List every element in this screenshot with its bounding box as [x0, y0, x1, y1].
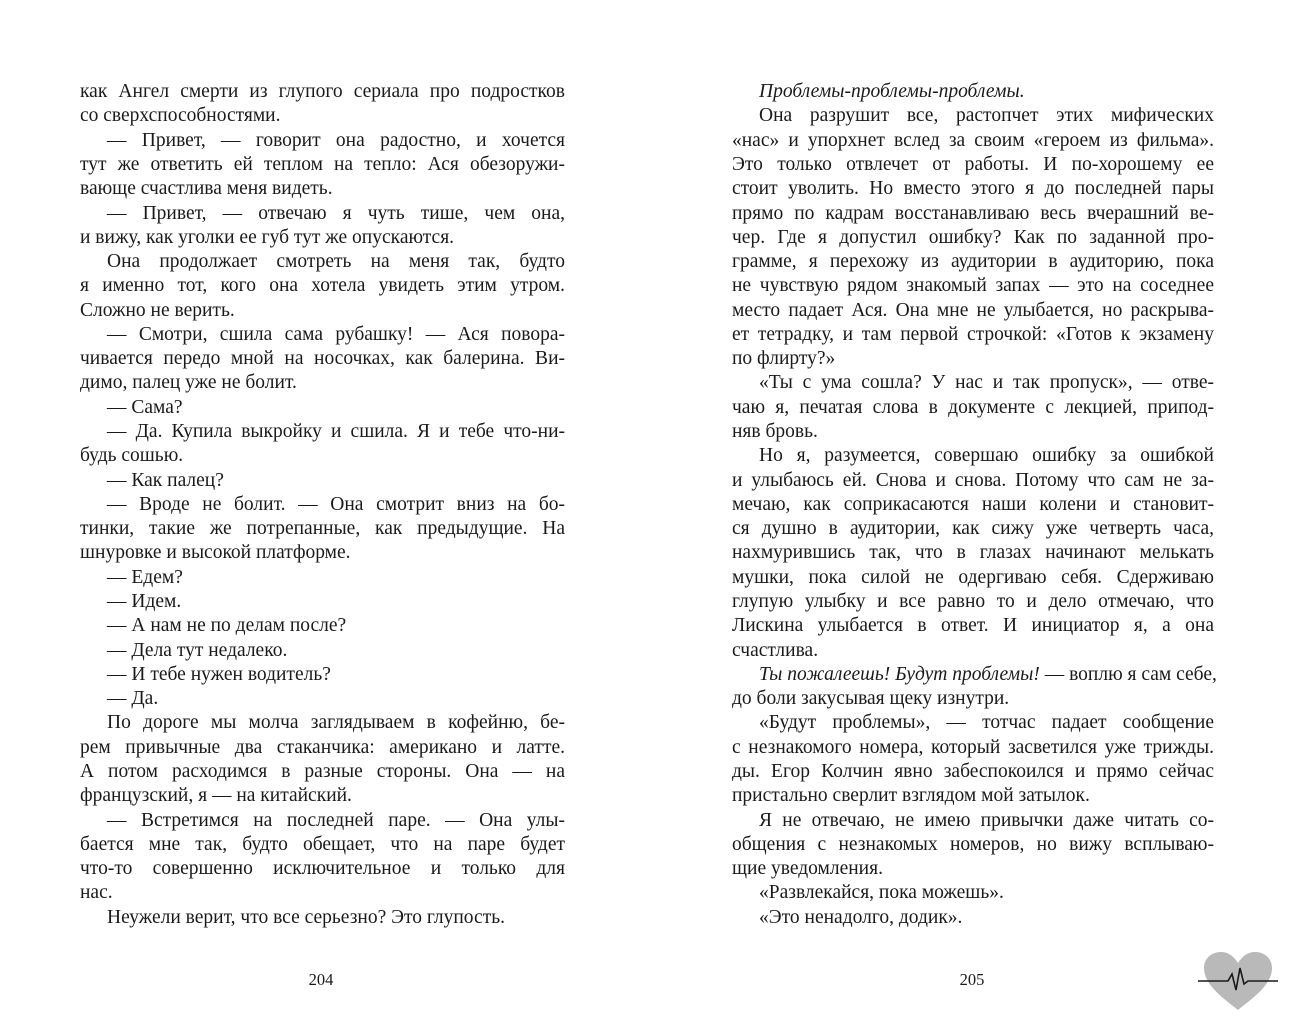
- text-line: пристально сверлит взглядом мой затылок.: [732, 785, 1090, 806]
- text-line: будь сошью.: [80, 445, 184, 466]
- text-line: — Вроде не болит. — Она смотрит вниз на бо-: [107, 494, 565, 515]
- text-line: димо, палец уже не болит.: [80, 372, 297, 393]
- text-line: Проблемы-проблемы-проблемы.: [759, 81, 1025, 102]
- text-line: — Привет, — говорит она радостно, и хочется: [107, 130, 565, 151]
- text-line: с незнакомого номера, который засветился уже трижды.: [732, 737, 1214, 758]
- text-line: — А нам не по делам после?: [107, 615, 347, 636]
- text-line: мушки, пока силой не одергиваю себя. Сдерживаю: [732, 567, 1214, 588]
- text-line: — Как палец?: [107, 470, 224, 491]
- text-line: — Сама?: [107, 397, 183, 418]
- page-number: 204: [308, 970, 334, 989]
- text-line: «Это ненадолго, додик».: [759, 907, 963, 928]
- text-line: «нас» и упорхнет вслед за своим «героем из фильма».: [732, 130, 1214, 151]
- text-line: [732, 663, 1217, 687]
- text-line: не чувствую рядом знакомый запах — это на соседнее: [732, 275, 1214, 296]
- text-line: вающе счастлива меня видеть.: [80, 178, 333, 199]
- text-line: французский, я — на китайский.: [80, 785, 352, 806]
- text-line: бается мне так, будто обещает, что на паре будет: [80, 834, 565, 855]
- text-line: — Идем.: [107, 591, 182, 612]
- text-line: няв бровь.: [732, 421, 818, 442]
- text-line: стоит уволить. Но вместо этого я до последней пары: [732, 178, 1214, 199]
- text-line: чивается передо мной на носочках, как балерина. Ви-: [80, 348, 565, 369]
- text-line: что-то совершенно исключительное и только для: [80, 858, 565, 879]
- text-line: — Смотри, сшила сама рубашку! — Ася повора-: [107, 324, 565, 345]
- text-line: «Будут проблемы», — тотчас падает сообщение: [759, 712, 1214, 733]
- text-line: по флирту?»: [732, 348, 836, 369]
- text-line: — Едем?: [107, 567, 183, 588]
- text-line: чаю я, печатая слова в документе с лекцией, припод-: [732, 397, 1214, 418]
- text-line: до боли закусывая щеку изнутри.: [732, 688, 1010, 709]
- text-line: место падает Ася. Она мне не улыбается, но раскрыва-: [732, 300, 1214, 321]
- text-line: Это только отвлечет от работы. И по-хорошему ее: [732, 154, 1214, 175]
- text-line: — И тебе нужен водитель?: [107, 664, 331, 685]
- text-line: со сверхспособностями.: [80, 105, 281, 126]
- right-page: [648, 0, 1295, 1030]
- text-line: нахмурившись так, что в глазах начинают мелькать: [732, 542, 1214, 563]
- text-line: «Развлекайся, пока можешь».: [759, 882, 1004, 903]
- text-line: прямо по кадрам восстанавливаю весь вчерашний ве-: [732, 203, 1214, 224]
- text-line: — Да. Купила выкройку и сшила. Я и тебе что-ни-: [107, 421, 565, 442]
- text-line: мечаю, как соприкасаются наши колени и становит-: [732, 494, 1214, 515]
- text-line: — Дела тут недалеко.: [107, 640, 288, 661]
- text-line: счастлива.: [732, 640, 819, 661]
- text-line: — Да.: [107, 688, 159, 709]
- text-line: я именно тот, кого она хотела увидеть этим утром.: [80, 275, 565, 296]
- text-line: — Встретимся на последней паре. — Она улы-: [107, 810, 565, 831]
- text-line: рем привычные два стаканчика: американо и латте.: [80, 737, 565, 758]
- text-line: Неужели верит, что все серьезно? Это глупость.: [107, 907, 505, 928]
- text-line: нас.: [80, 882, 113, 903]
- text-line: «Ты с ума сошла? У нас и так пропуск», — отве-: [759, 372, 1214, 393]
- text-line: А потом расходимся в разные стороны. Она — на: [80, 761, 565, 782]
- heart-pulse-icon: [1198, 948, 1278, 1014]
- text-line: грамме, я перехожу из аудитории в аудиторию, пока: [732, 251, 1214, 272]
- page-number: 205: [959, 970, 985, 989]
- text-line: Сложно не верить.: [80, 300, 235, 321]
- text-line: и улыбаюсь ей. Снова и снова. Потому что сам не за-: [732, 470, 1214, 491]
- text-line: По дороге мы молча заглядываем в кофейню, бе-: [107, 712, 565, 733]
- text-line: шнуровке и высокой платформе.: [80, 542, 351, 563]
- text-line: Я не отвечаю, не имею привычки даже читать со-: [759, 810, 1214, 831]
- text-line: щие уведомления.: [732, 858, 883, 879]
- text-line: ся душно в аудитории, как сижу уже четверть часа,: [732, 518, 1214, 539]
- text-line: Но я, разумеется, совершаю ошибку за ошибкой: [759, 445, 1214, 466]
- text-line: и вижу, как уголки ее губ тут же опускаются.: [80, 227, 455, 248]
- text-line: — Привет, — отвечаю я чуть тише, чем она,: [107, 203, 565, 224]
- text-line: Она продолжает смотреть на меня так, будто: [107, 251, 565, 272]
- text-line: как Ангел смерти из глупого сериала про подростков: [80, 81, 565, 102]
- italic-thought: Ты пожалеешь! Будут проблемы!: [759, 664, 1040, 685]
- text-line: тут же ответить ей теплом на тепло: Ася обезоружи-: [80, 154, 565, 175]
- text-line: ет тетрадку, и там первой строчкой: «Готов к экзамену: [732, 324, 1214, 345]
- text-line: Лискина улыбается в ответ. И инициатор я, а она: [732, 615, 1214, 636]
- text-line: глупую улыбку и все равно то и дело отмечаю, что: [732, 591, 1214, 612]
- text-line: ды. Егор Колчин явно забеспокоился и прямо сейчас: [732, 761, 1214, 782]
- text-line: тинки, такие же потрепанные, как предыдущие. На: [80, 518, 565, 539]
- text-line: Она разрушит все, растопчет этих мифических: [759, 105, 1214, 126]
- text-line: чер. Где я допустил ошибку? Как по заданной про-: [732, 227, 1214, 248]
- text-line: общения с незнакомых номеров, но вижу всплываю-: [732, 834, 1214, 855]
- text-line-tail: — воплю я сам себе,: [1039, 664, 1217, 685]
